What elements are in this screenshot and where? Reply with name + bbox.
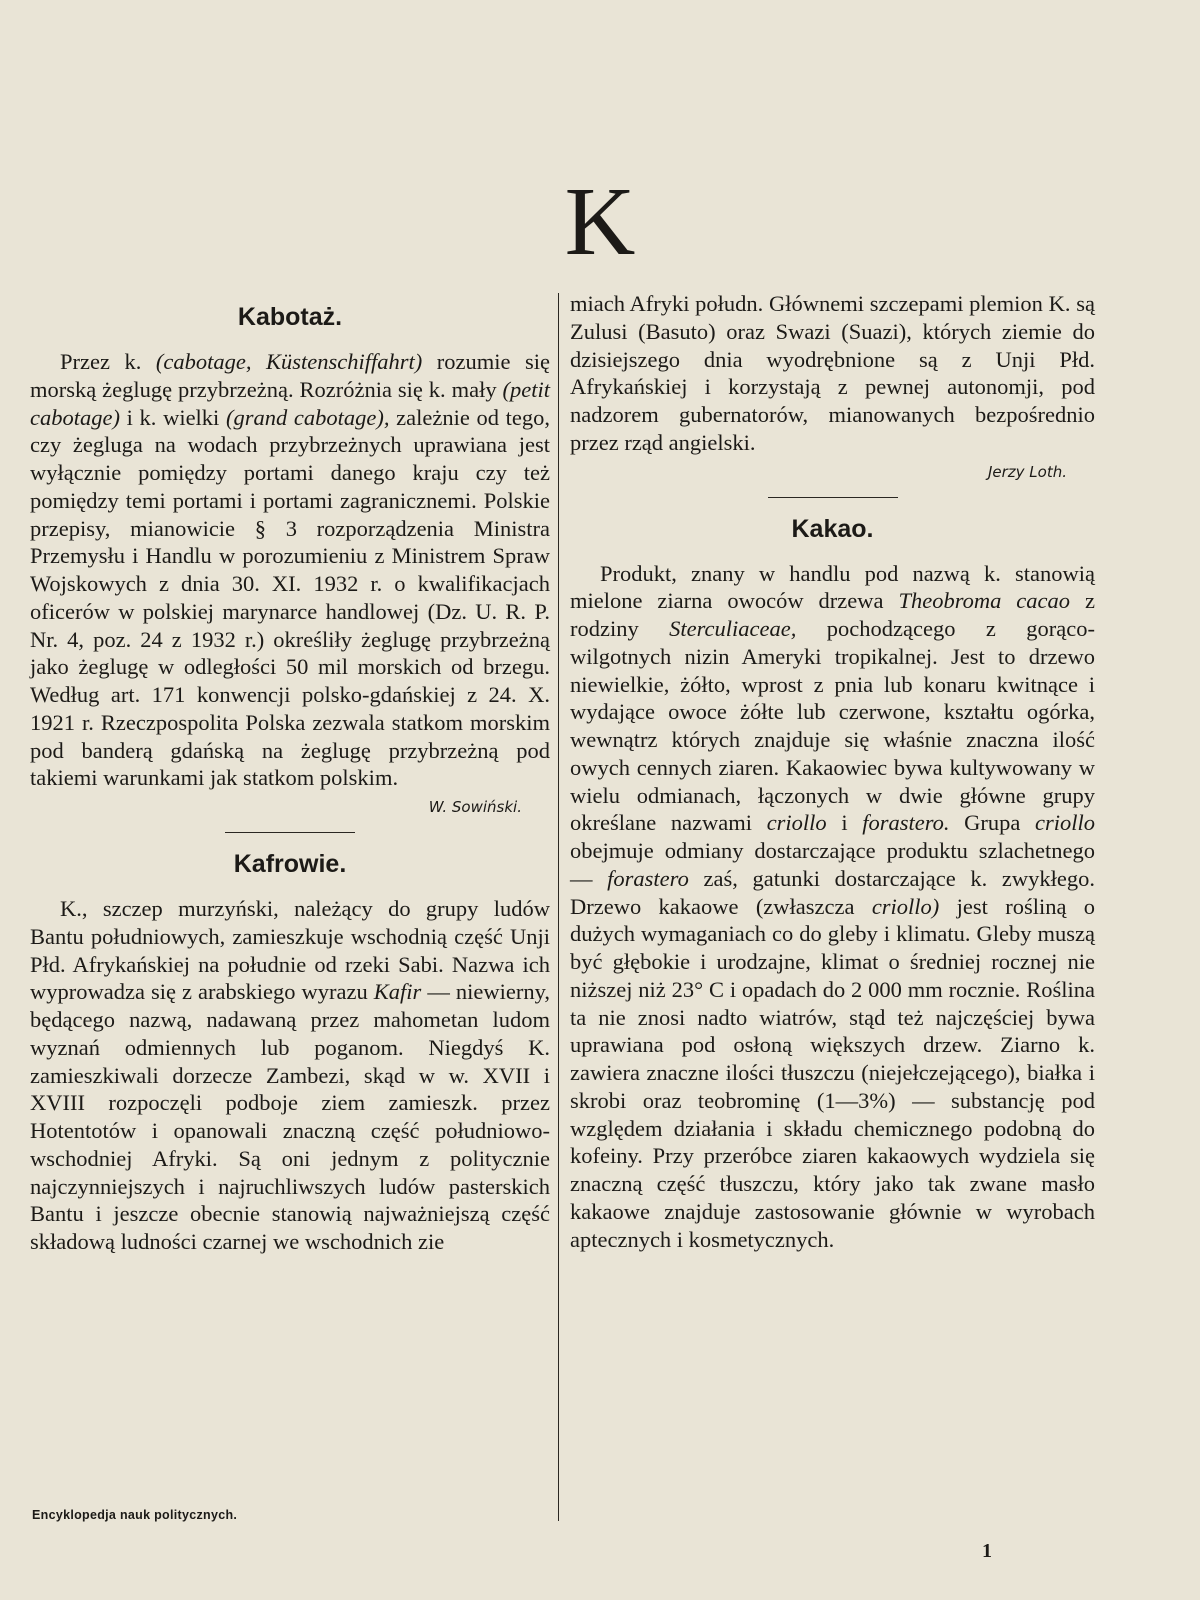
entry-title-kabotaz: Kabotaż. <box>237 303 343 331</box>
entry-separator <box>225 832 355 833</box>
italic-term: Kafir <box>373 979 422 1005</box>
italic-term: criollo) <box>871 893 940 919</box>
entry-body-kabotaz <box>30 348 550 792</box>
italic-term: (cabotage, Küstenschiffahrt) <box>155 349 423 374</box>
text-run: rozumie się morską żeglugę przybrzeżną. Rozróżnia się k. mały <box>30 349 550 402</box>
right-column <box>570 290 1095 1253</box>
text-run: i <box>826 810 863 836</box>
italic-term: Theobroma cacao <box>898 588 1071 614</box>
entry-body-kafrowie-continued: miach Afryki połudn. Głównemi szczepami plemion K. są Zulusi (Basuto) oraz Swazi (Suazi), których ziemie do dzisiejszego dnia wyodrębnione są z Unji Płd. Afrykańskiej i korzystają z pewnej autonomji, pod nadzorem gubernatorów, mianowanych bezpośrednio przez rząd angielski. <box>570 291 1095 455</box>
entry-title-kafrowie: Kafrowie. <box>233 850 347 878</box>
entry-title-kakao: Kakao. <box>791 514 874 543</box>
text-run: obejmuje odmiany dostarczające produktu szlachetnego — <box>570 838 1095 891</box>
author-kafrowie: Jerzy Loth. <box>987 462 1067 481</box>
italic-term: forastero <box>607 865 689 891</box>
text-run: Przez k. <box>60 349 156 374</box>
text-run: Grupa <box>949 810 1035 836</box>
section-letter: K <box>564 168 636 276</box>
italic-term: criollo <box>766 810 827 836</box>
text-run: K., szczep murzyński, należący do grupy ludów Bantu południowych, zamieszkuje wschodnią część Unji Płd. Afrykańskiej na południe od rzeki Sabi. Nazwa ich wyprowadza się z arabskiego wyrazu <box>30 896 550 1005</box>
text-run: Produkt, znany w handlu pod nazwą k. stanowią mielone ziarna owoców drzewa <box>570 560 1095 614</box>
left-column <box>30 302 550 1256</box>
column-divider <box>558 293 559 1521</box>
italic-term: (petit cabotage) <box>30 376 550 430</box>
text-run: i k. wielki <box>119 404 226 430</box>
page-number: 1 <box>982 1540 992 1562</box>
entry-separator <box>768 497 898 498</box>
text-run: zaś, gatunki dostarczające k. zwykłego. Drzewo kakaowe (zwłaszcza <box>570 865 1095 919</box>
italic-term: Sterculiaceae, <box>669 616 797 641</box>
author-kabotaz: W. Sowiński. <box>428 798 522 816</box>
footer-publication-title: Encyklopedja nauk politycznych. <box>32 1508 238 1522</box>
italic-term: (grand cabotage), <box>225 404 390 430</box>
entry-body-kakao <box>570 560 1095 1254</box>
text-run: jest rośliną o dużych wymaganiach co do gleby i klimatu. Gleby muszą być głębokie i urodzajne, klimat o średniej rocznej nie niższej niż 23° C i opadach do 2 000 mm rocznie. Roślina ta nie znosi nadto wiatrów, stąd też najczęściej bywa uprawiana pod osłoną większych drzew. Ziarno k. zawiera znaczne ilości tłuszczu (niejełczejącego), białka i skrobi oraz teobrominę (1—3%) — substancję pod względem działania i składu chemicznego podobną do kofeiny. Przy przeróbce ziaren kakaowych wydziela się znaczną część tłuszczu, który jako tak zwane masło kakaowe znajduje zastosowanie głównie w wyrobach aptecznych i kosmetycznych. <box>570 893 1096 1252</box>
text-run: zależnie od tego, czy żegluga na wodach przybrzeżnych uprawiana jest wyłącznie pomiędzy portami danego kraju czy też pomiędzy temi portami i portami zagranicznemi. Polskie przepisy, mianowicie § 3 rozporządzenia Ministra Przemysłu i Handlu w porozumieniu z Ministrem Spraw Wojskowych z dnia 30. XI. 1932 r. o kwalifikacjach oficerów w polskiej marynarce handlowej (Dz. U. R. P. Nr. 4, poz. 24 z 1932 r.) określiły żeglugę przybrzeżną jako żeglugę w odległości 50 mil morskich od brzegu. Według art. 171 konwencji polsko-gdańskiej z 24. X. 1921 r. Rzeczpospolita Polska zezwala statkom morskim pod banderą gdańską na żeglugę przybrzeżną pod takiemi warunkami jak statkom polskim. <box>30 404 550 791</box>
text-run: pochodzącego z gorąco-wilgotnych nizin Ameryki tropikalnej. Jest to drzewo niewielkie, żółto, wprost z pnia lub konaru kwitnące i wydające owoce żółte lub czerwone, kształtu ogórka, wewnątrz których znajduje się właśnie znaczna ilość owych cennych ziaren. Kakaowiec bywa kultywowany w wielu odmianach, łączonych w dwie główne grupy określane nazwami <box>570 616 1095 836</box>
text-run: z rodziny <box>570 588 1095 641</box>
entry-body-kafrowie <box>30 895 550 1256</box>
text-run: — niewierny, będącego nazwą, nadawaną przez mahometan ludom wyznań odmiennych lub poganom. Niegdyś K. zamieszkiwali dorzecze Zambezi, skąd w w. XVII i XVIII rozpoczęli podboje ziem zamieszk. przez Hotentotów i opanowali znaczną część południowo-wschodniej Afryki. Są oni jednym z politycznie najczynniejszych i najruchliwszych ludów pasterskich Bantu i jeszcze obecnie stanowią najważniejszą część składową ludności czarnej we wschodnich zie <box>30 979 550 1254</box>
italic-term: forastero. <box>862 810 950 836</box>
italic-term: criollo <box>1035 810 1095 836</box>
